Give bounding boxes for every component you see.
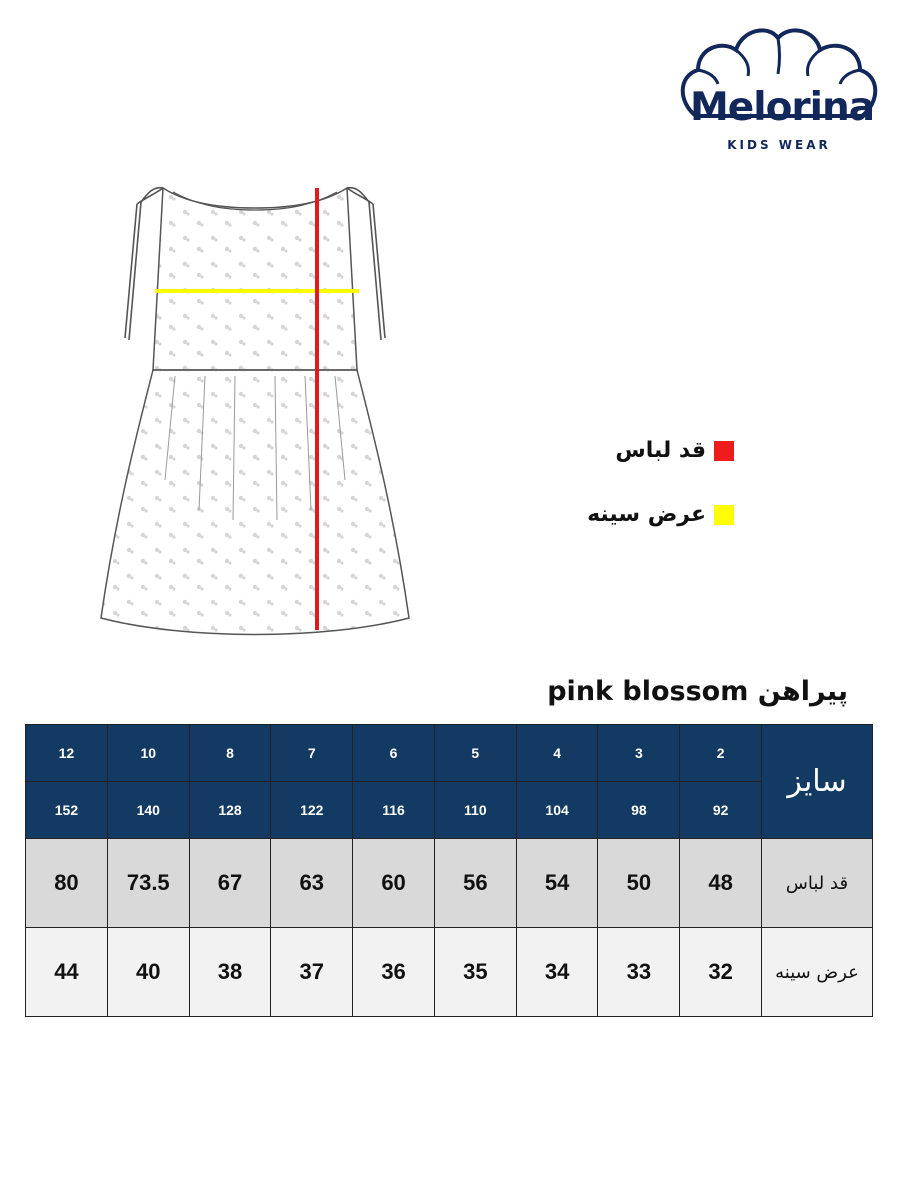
dress-bodice (153, 188, 357, 370)
legend-chest (587, 502, 734, 527)
value-cell: 32 (680, 928, 762, 1017)
table-header-ages (26, 725, 873, 782)
value-cell: 60 (353, 839, 435, 928)
value-cell: 48 (680, 839, 762, 928)
yellow-swatch (714, 505, 734, 525)
height-cell: 128 (189, 782, 271, 839)
value-cell: 50 (598, 839, 680, 928)
value-cell: 44 (26, 928, 108, 1017)
height-cell: 98 (598, 782, 680, 839)
height-cell: 116 (353, 782, 435, 839)
age-cell: 7 (271, 725, 353, 782)
age-cell: 6 (353, 725, 435, 782)
brand-logo (676, 18, 882, 158)
value-cell: 37 (271, 928, 353, 1017)
table-row-dress-length (26, 839, 873, 928)
height-cell: 92 (680, 782, 762, 839)
value-cell: 56 (434, 839, 516, 928)
value-cell: 33 (598, 928, 680, 1017)
height-cell: 110 (434, 782, 516, 839)
age-cell: 3 (598, 725, 680, 782)
value-cell: 73.5 (107, 839, 189, 928)
row-label: قد لباس (762, 839, 873, 928)
height-cell: 122 (271, 782, 353, 839)
brand-subtitle: KIDS WEAR (727, 138, 831, 152)
value-cell: 63 (271, 839, 353, 928)
value-cell: 36 (353, 928, 435, 1017)
legend-length (615, 438, 734, 463)
height-cell: 140 (107, 782, 189, 839)
age-cell: 5 (434, 725, 516, 782)
size-header: سایز (762, 725, 873, 839)
dress-skirt (101, 370, 409, 635)
value-cell: 34 (516, 928, 598, 1017)
red-swatch (714, 441, 734, 461)
value-cell: 35 (434, 928, 516, 1017)
legend-chest-label: عرض سینه (587, 502, 706, 527)
age-cell: 12 (26, 725, 108, 782)
dress-illustration (95, 180, 425, 640)
age-cell: 10 (107, 725, 189, 782)
height-cell: 152 (26, 782, 108, 839)
brand-name: Melorina (690, 85, 875, 130)
row-label: عرض سینه (762, 928, 873, 1017)
age-cell: 4 (516, 725, 598, 782)
value-cell: 54 (516, 839, 598, 928)
table-header-heights (26, 782, 873, 839)
size-table (25, 724, 873, 1017)
value-cell: 38 (189, 928, 271, 1017)
age-cell: 2 (680, 725, 762, 782)
legend-length-label: قد لباس (615, 438, 706, 463)
age-cell: 8 (189, 725, 271, 782)
height-cell: 104 (516, 782, 598, 839)
value-cell: 80 (26, 839, 108, 928)
value-cell: 67 (189, 839, 271, 928)
value-cell: 40 (107, 928, 189, 1017)
product-title: پیراهن pink blossom (547, 676, 848, 707)
table-row-chest-width (26, 928, 873, 1017)
